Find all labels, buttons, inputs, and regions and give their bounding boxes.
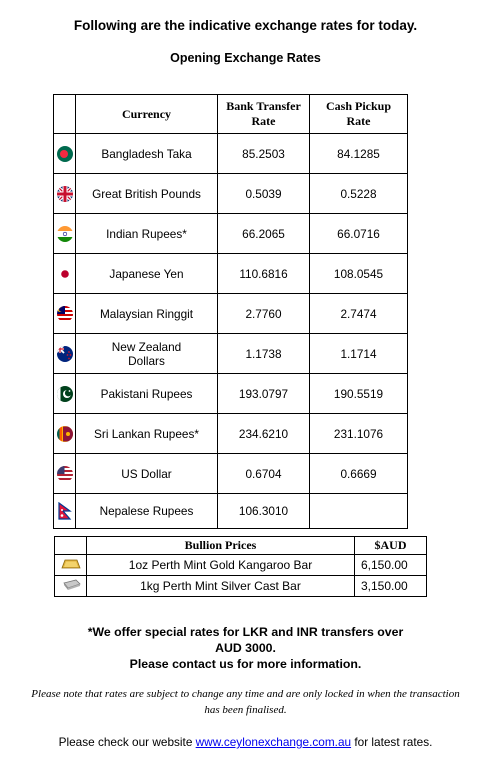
currency-name: Indian Rupees* (76, 214, 218, 254)
special-rates-note: *We offer special rates for LKR and INR transfers over AUD 3000. Please contact us for more information. (87, 625, 404, 671)
bullion-name: 1kg Perth Mint Silver Cast Bar (87, 576, 355, 597)
currency-name: Malaysian Ringgit (76, 294, 218, 334)
currency-name: Bangladesh Taka (76, 134, 218, 174)
currency-name: US Dollar (76, 454, 218, 494)
cash-rate: 108.0545 (310, 254, 408, 294)
bank-rate: 85.2503 (218, 134, 310, 174)
table-row (54, 454, 408, 494)
uk-flag-icon (54, 185, 75, 203)
gold-bar-icon (61, 557, 81, 574)
table-row (54, 414, 408, 454)
flag-header (54, 95, 76, 134)
pakistan-flag-icon (54, 385, 75, 403)
bullion-price: 6,150.00 (355, 555, 427, 576)
cash-pickup-header: Cash Pickup Rate (310, 95, 408, 134)
cash-rate: 231.1076 (310, 414, 408, 454)
currency-name: Japanese Yen (76, 254, 218, 294)
table-row (54, 254, 408, 294)
sri-lanka-flag-icon (54, 425, 75, 443)
bullion-header-row (55, 537, 427, 555)
table-row (54, 494, 408, 529)
table-header-row (54, 95, 408, 134)
table-row (55, 555, 427, 576)
nepal-flag-icon (54, 502, 75, 520)
table-row (54, 174, 408, 214)
japan-flag-icon (54, 265, 75, 283)
india-flag-icon (54, 225, 75, 243)
bullion-header: Bullion Prices (87, 537, 355, 555)
cash-rate (310, 494, 408, 529)
bank-rate: 193.0797 (218, 374, 310, 414)
website-link[interactable]: www.ceylonexchange.com.au (195, 735, 352, 749)
table-row (54, 214, 408, 254)
cash-rate: 2.7474 (310, 294, 408, 334)
table-row (54, 374, 408, 414)
bank-transfer-header: Bank Transfer Rate (218, 95, 310, 134)
cash-rate: 0.5228 (310, 174, 408, 214)
currency-name: New Zealand Dollars (76, 334, 218, 374)
exchange-rates-table (53, 94, 408, 529)
bank-rate: 234.6210 (218, 414, 310, 454)
bullion-name: 1oz Perth Mint Gold Kangaroo Bar (87, 555, 355, 576)
malaysia-flag-icon (54, 305, 75, 323)
cash-rate: 1.1714 (310, 334, 408, 374)
currency-name: Nepalese Rupees (76, 494, 218, 529)
currency-name: Sri Lankan Rupees* (76, 414, 218, 454)
bullion-prices-table (54, 536, 427, 597)
new-zealand-flag-icon (54, 345, 75, 363)
table-row (54, 294, 408, 334)
bank-rate: 0.6704 (218, 454, 310, 494)
currency-name: Pakistani Rupees (76, 374, 218, 414)
cash-rate: 190.5519 (310, 374, 408, 414)
page-subtitle: Opening Exchange Rates (170, 51, 321, 65)
cash-rate: 66.0716 (310, 214, 408, 254)
bank-rate: 110.6816 (218, 254, 310, 294)
silver-bar-icon (61, 578, 81, 595)
page-title: Following are the indicative exchange rates for today. (73, 18, 418, 33)
currency-header: Currency (76, 95, 218, 134)
cash-rate: 0.6669 (310, 454, 408, 494)
bullion-unit-header: $AUD (355, 537, 427, 555)
table-row (54, 134, 408, 174)
footer-text: Please check our website www.ceylonexchange.com.au for latest rates. (58, 735, 433, 749)
table-row (55, 576, 427, 597)
bank-rate: 0.5039 (218, 174, 310, 214)
bank-rate: 66.2065 (218, 214, 310, 254)
bank-rate: 106.3010 (218, 494, 310, 529)
cash-rate: 84.1285 (310, 134, 408, 174)
disclaimer-note: Please note that rates are subject to change any time and are only locked in when the transaction has been finalised. (31, 688, 460, 716)
us-flag-icon (54, 465, 75, 483)
bank-rate: 2.7760 (218, 294, 310, 334)
bullion-price: 3,150.00 (355, 576, 427, 597)
currency-name: Great British Pounds (76, 174, 218, 214)
bank-rate: 1.1738 (218, 334, 310, 374)
table-row (54, 334, 408, 374)
bangladesh-flag-icon (54, 145, 75, 163)
